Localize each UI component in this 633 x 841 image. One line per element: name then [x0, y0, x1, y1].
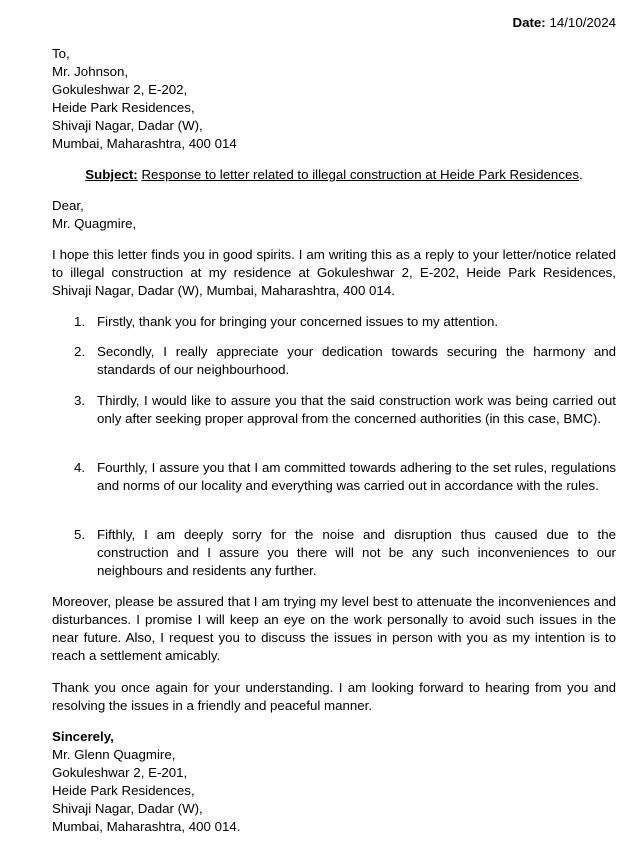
subject-label: Subject: [85, 167, 138, 182]
intro-paragraph: I hope this letter finds you in good spirits. I am writing this as a reply to your letter/notice related to illegal construction at my residence at Gokuleshwar 2, E-202, Heide Park Residences, Shivaji Nagar, Dadar (W), Mumbai, Maharashtra, 400 014. [52, 247, 616, 298]
list-item [52, 526, 616, 580]
list-number: 5. [74, 527, 86, 542]
recipient-to: To, [52, 46, 70, 61]
sender-line: Heide Park Residences, [52, 783, 195, 798]
sender-line: Gokuleshwar 2, E-201, [52, 765, 188, 780]
subject-line [52, 166, 616, 184]
recipient-line: Gokuleshwar 2, E-202, [52, 82, 188, 97]
list-text: Thirdly, I would like to assure you that the said construction work was being carried out only after seeking proper approval from the concerned authorities (in this case, BMC). [97, 393, 616, 426]
greeting-dear: Dear, [52, 198, 84, 213]
sender-line: Shivaji Nagar, Dadar (W), [52, 801, 203, 816]
list-number: 2. [74, 344, 86, 359]
closing: Sincerely, [52, 729, 114, 744]
recipient-line: Heide Park Residences, [52, 100, 195, 115]
sender-line: Mumbai, Maharashtra, 400 014. [52, 819, 241, 834]
list-number: 4. [74, 460, 86, 475]
recipient-address [52, 45, 616, 153]
recipient-name: Mr. Johnson, [52, 64, 129, 79]
list-text: Fourthly, I assure you that I am committed towards adhering to the set rules, regulations and norms of our locality and everything was carried out in accordance with the rules. [97, 460, 616, 493]
subject-end: . [579, 167, 583, 182]
greeting [52, 197, 616, 233]
list-item [52, 392, 616, 428]
recipient-line: Mumbai, Maharashtra, 400 014 [52, 136, 237, 151]
sender-name: Mr. Glenn Quagmire, [52, 747, 176, 762]
list-item [52, 459, 616, 495]
list-number: 3. [74, 393, 86, 408]
list-number: 1. [74, 314, 86, 329]
greeting-name: Mr. Quagmire, [52, 216, 137, 231]
signature-block [52, 728, 616, 836]
moreover-paragraph: Moreover, please be assured that I am trying my level best to attenuate the inconveniences and disturbances. I promise I will keep an eye on the work personally to avoid such issues in the near future. Also, I request you to discuss the issues in person with you as my intention is to reach a settlement amicably. [52, 594, 616, 663]
date-value: 14/10/2024 [549, 15, 616, 30]
thanks-paragraph: Thank you once again for your understanding. I am looking forward to hearing from you and resolving the issues in a friendly and peaceful manner. [52, 680, 616, 713]
list-text: Fifthly, I am deeply sorry for the noise and disruption thus caused due to the construction and I assure you there will not be any such inconveniences to our neighbours and residents any further. [97, 527, 616, 578]
list-item [52, 343, 616, 379]
list-text: Firstly, thank you for bringing your concerned issues to my attention. [97, 314, 499, 329]
list-text: Secondly, I really appreciate your dedication towards securing the harmony and standards of our neighbourhood. [97, 344, 616, 377]
subject-text: Response to letter related to illegal construction at Heide Park Residences [141, 167, 580, 182]
list-item [52, 313, 616, 331]
letter-date [512, 14, 616, 32]
recipient-line: Shivaji Nagar, Dadar (W), [52, 118, 203, 133]
date-label: Date: [512, 15, 546, 30]
